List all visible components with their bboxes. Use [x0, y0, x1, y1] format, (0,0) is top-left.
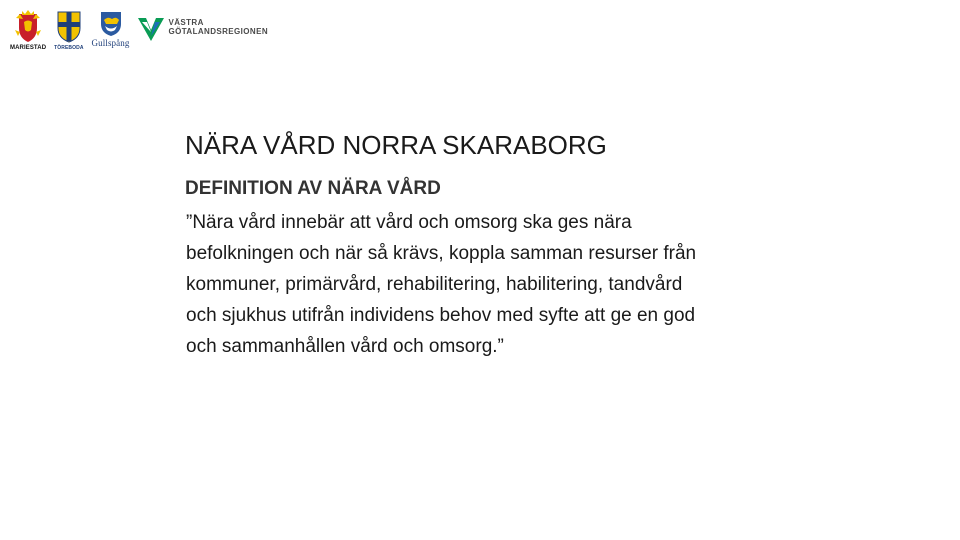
- vgr-v-icon: [137, 16, 165, 42]
- quote-line: och sammanhållen vård och omsorg.”: [186, 336, 504, 357]
- slide-subtitle: DEFINITION AV NÄRA VÅRD: [185, 178, 441, 199]
- toreboda-logo-label: TÖREBODA: [54, 45, 84, 51]
- vgr-wordmark-line1: VÄSTRA: [168, 18, 204, 27]
- slide-title: NÄRA VÅRD NORRA SKARABORG: [185, 130, 607, 160]
- quote-line: kommuner, primärvård, rehabilitering, habilitering, tandvård: [186, 274, 683, 295]
- toreboda-logo: [54, 10, 83, 51]
- quote-line: ”Nära vård innebär att vård och omsorg ska ges nära: [186, 212, 632, 233]
- gullspang-shield-icon: [99, 10, 123, 38]
- quote-line: och sjukhus utifrån individens behov med syfte att ge en god: [186, 305, 696, 326]
- mariestad-shield-icon: [15, 10, 41, 44]
- definition-quote: [186, 207, 836, 362]
- vgr-logo: [137, 16, 268, 42]
- gullspang-logo-label: Gullspång: [91, 38, 130, 48]
- mariestad-logo: [10, 10, 46, 51]
- quote-line: befolkningen och när så krävs, koppla samman resurser från: [186, 243, 697, 264]
- mariestad-logo-label: MARIESTAD: [10, 45, 47, 51]
- vgr-wordmark: [168, 18, 268, 36]
- vgr-wordmark-line2: GÖTALANDSREGIONEN: [168, 27, 268, 36]
- gullspang-logo: [92, 10, 130, 48]
- toreboda-shield-icon: [56, 10, 82, 44]
- header-logos: [10, 10, 268, 56]
